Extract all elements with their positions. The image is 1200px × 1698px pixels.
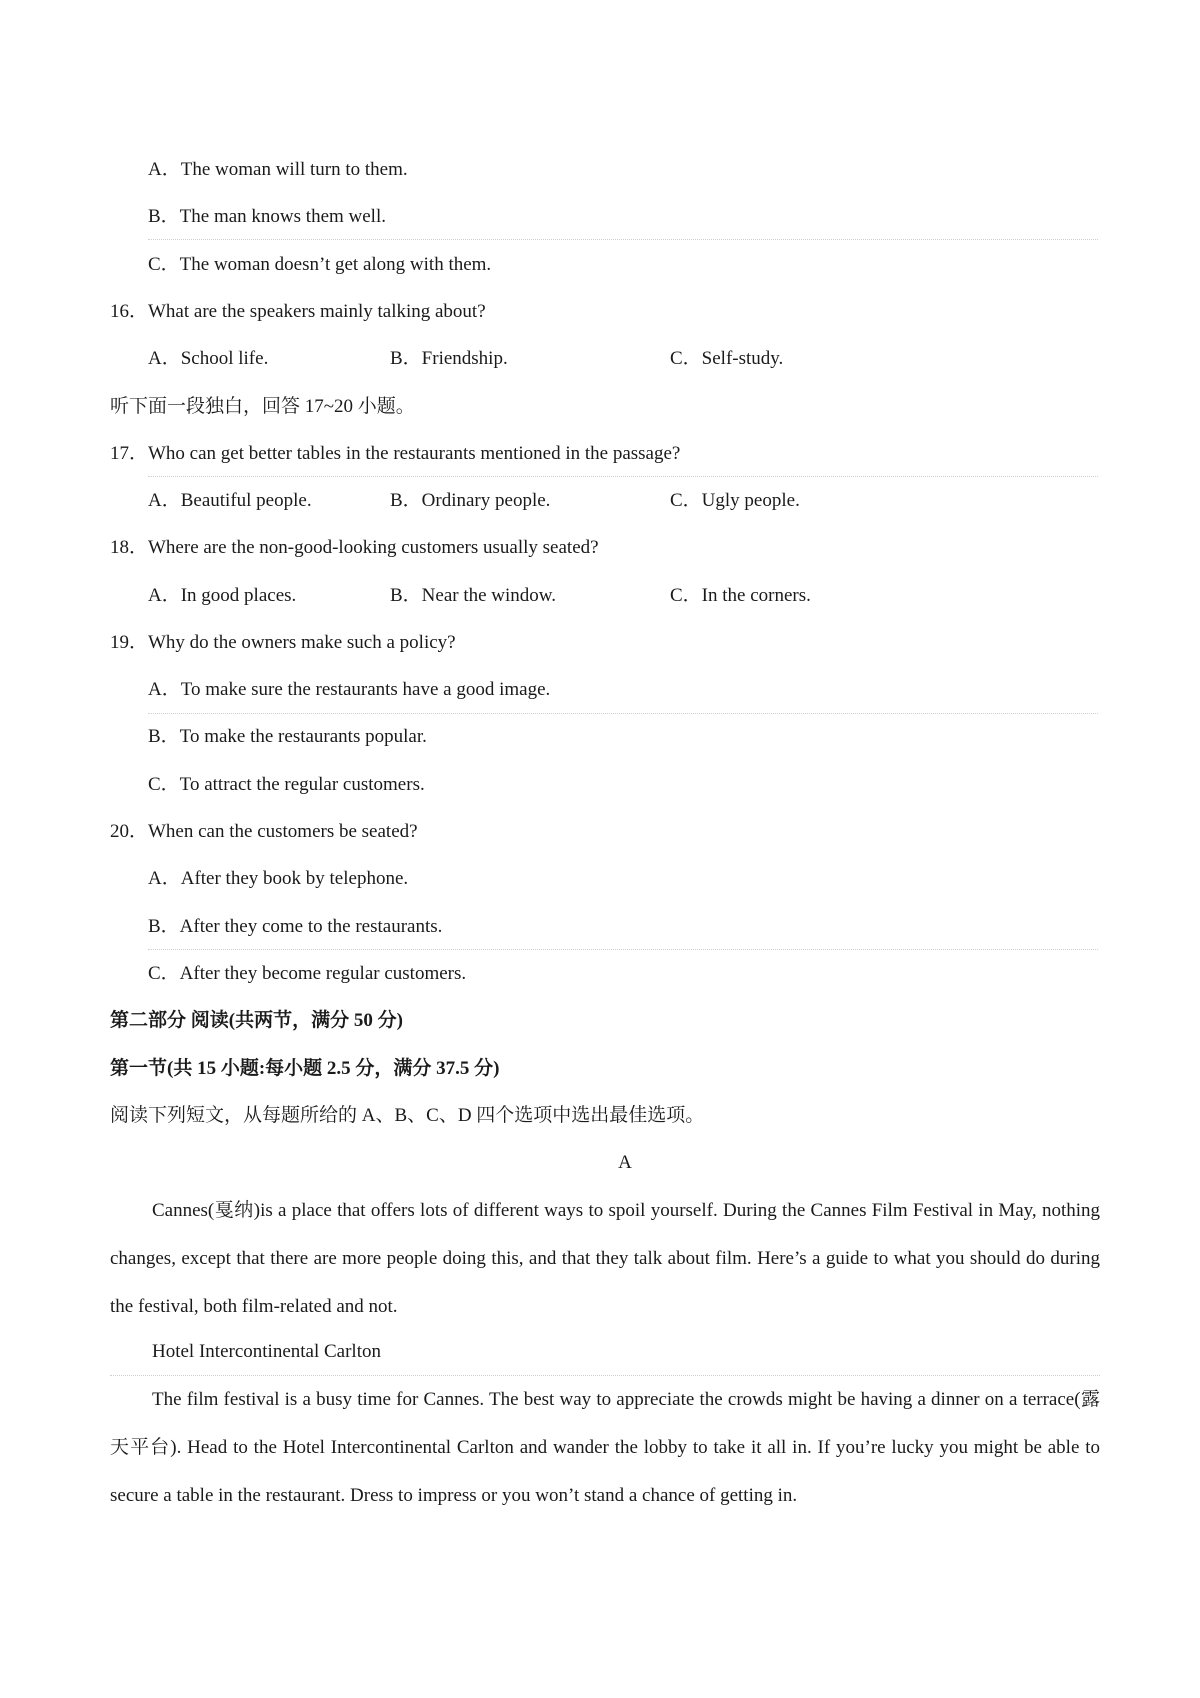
divider <box>148 949 1098 950</box>
divider <box>148 713 1098 714</box>
q17-option-a: A．Beautiful people. <box>148 490 312 511</box>
q15-option-a: A．The woman will turn to them. <box>148 159 408 180</box>
q19-question: 19．Why do the owners make such a policy? <box>110 632 456 653</box>
q18-option-a: A．In good places. <box>148 585 297 606</box>
q17-option-c: C．Ugly people. <box>670 490 800 511</box>
divider <box>148 239 1098 240</box>
q20-option-a: A．After they book by telephone. <box>148 868 409 889</box>
q18-option-b: B．Near the window. <box>390 585 557 606</box>
q19-option-b: B．To make the restaurants popular. <box>148 726 427 747</box>
section1-heading: 第一节(共 15 小题:每小题 2.5 分，满分 37.5 分) <box>110 1058 500 1079</box>
q20-option-c: C．After they become regular customers. <box>148 963 467 984</box>
q17-question: 17．Who can get better tables in the restaurants mentioned in the passage? <box>110 443 681 464</box>
passage-letter: A <box>618 1152 632 1173</box>
passage-paragraph-2 <box>110 1376 1100 1520</box>
q15-option-b: B．The man knows them well. <box>148 206 386 227</box>
q16-option-c: C．Self-study. <box>670 348 784 369</box>
q20-question: 20．When can the customers be seated? <box>110 821 418 842</box>
q18-question: 18．Where are the non-good-looking customers usually seated? <box>110 537 599 558</box>
q15-option-c: C．The woman doesn’t get along with them. <box>148 254 492 275</box>
passage-paragraph-2-text: The film festival is a busy time for Cannes. The best way to appreciate the crowds might be having a dinner on a terrace(露天平台). Head to the Hotel Intercontinental Carlton and wander the lobby to take it all in. If you’re lucky you might be able to secure a table in the restaurant. Dress to impress or you won’t stand a chance of getting in. <box>110 1389 1100 1506</box>
q20-option-b: B．After they come to the restaurants. <box>148 916 443 937</box>
q16-option-a: A．School life. <box>148 348 269 369</box>
q18-option-c: C．In the corners. <box>670 585 811 606</box>
q17-option-b: B．Ordinary people. <box>390 490 551 511</box>
passage-paragraph-1-text: Cannes(戛纳)is a place that offers lots of different ways to spoil yourself. During the Cannes Film Festival in May, nothing changes, except that there are more people doing this, and that they talk about film. Here’s a guide to what you should do during the festival, both film-related and not. <box>110 1200 1100 1317</box>
passage-paragraph-1 <box>110 1187 1100 1331</box>
q16-option-b: B．Friendship. <box>390 348 508 369</box>
q19-option-a: A．To make sure the restaurants have a good image. <box>148 679 551 700</box>
monologue-intro: 听下面一段独白，回答 17~20 小题。 <box>110 396 415 417</box>
q19-option-c: C．To attract the regular customers. <box>148 774 425 795</box>
divider <box>148 476 1098 477</box>
reading-instruction: 阅读下列短文，从每题所给的 A、B、C、D 四个选项中选出最佳选项。 <box>110 1105 705 1126</box>
part2-heading: 第二部分 阅读(共两节，满分 50 分) <box>110 1010 403 1031</box>
q16-question: 16．What are the speakers mainly talking about? <box>110 301 486 322</box>
passage-subheading: Hotel Intercontinental Carlton <box>152 1341 381 1362</box>
